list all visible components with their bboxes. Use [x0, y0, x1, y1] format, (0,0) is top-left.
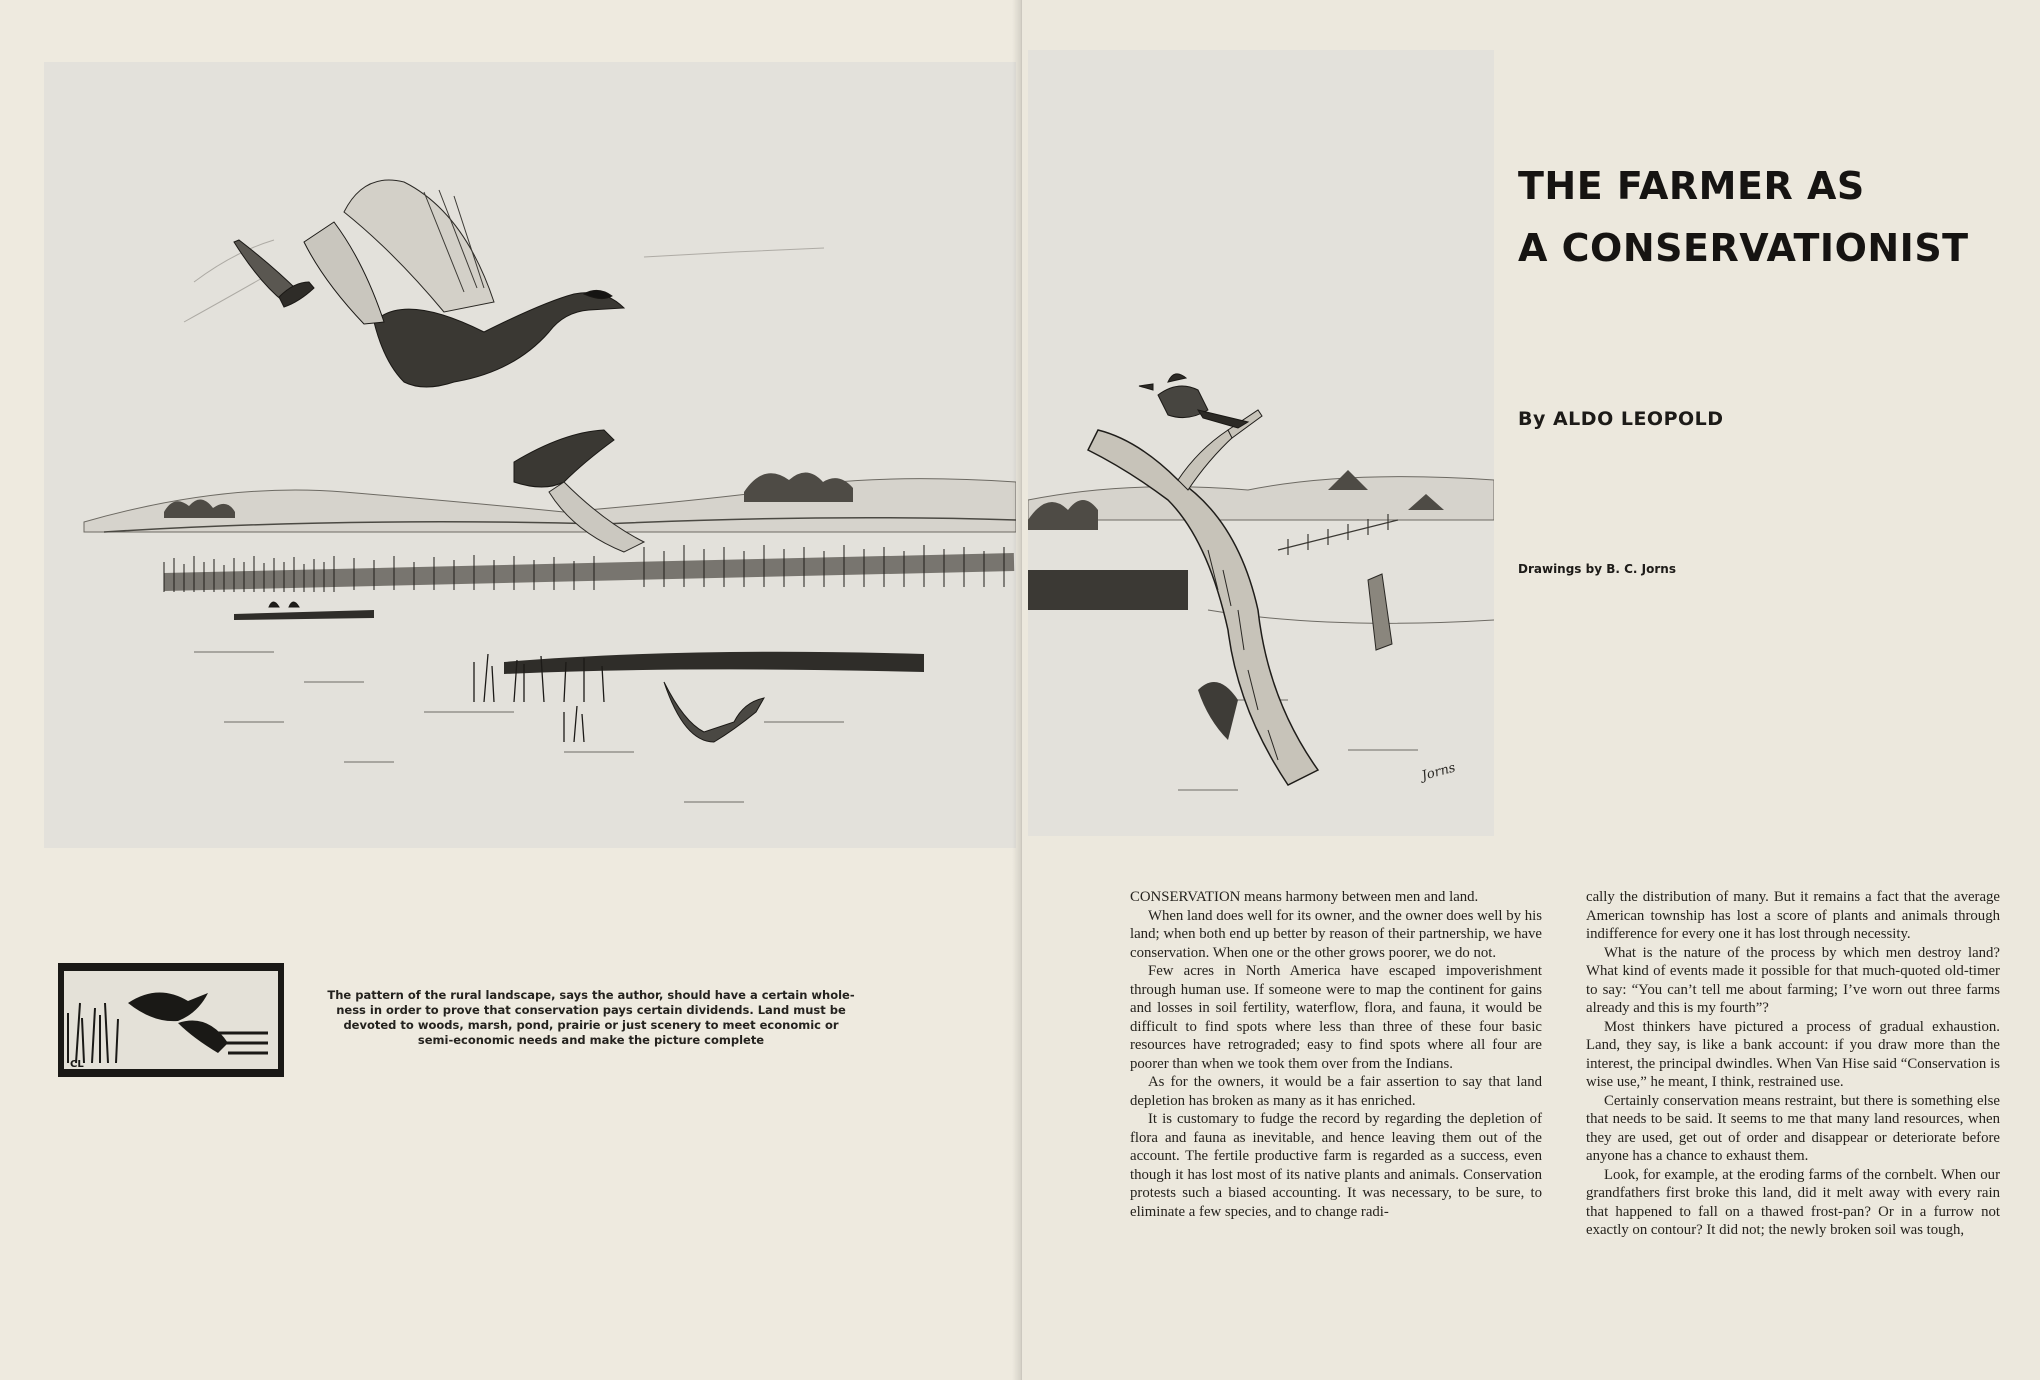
- body-column-2: [1586, 888, 2000, 1240]
- paragraph: Certainly conservation means restraint, but there is something else that needs to be said. It seems to me that many land resources, when they are used, get out of order and disappear or deteriorate before anyone has a chance to exhaust them.: [1586, 1092, 2000, 1164]
- article-title: [1518, 155, 2018, 279]
- title-line: A CONSERVATIONIST: [1518, 226, 1969, 270]
- duck-marsh-drawing: [44, 62, 1016, 848]
- illustration-caption: [326, 988, 856, 1048]
- caption-line: ness in order to prove that conservation pays certain dividends. Land must be: [336, 1003, 846, 1017]
- paragraph: As for the owners, it would be a fair assertion to say that land depletion has broken as many as it has enriched.: [1130, 1074, 1542, 1109]
- paragraph: cally the distribution of many. But it remains a fact that the average American township has lost a score of plants and animals through indifference for every one it has lost through necessity.: [1586, 889, 2000, 942]
- paragraph: What is the nature of the process by which men destroy land? What kind of events made it possible for that much-quoted old-timer to say: “You can’t tell me about farming; I’ve worn out three farms already and this is my fourth”?: [1586, 944, 2000, 1016]
- paragraph: Few acres in North America have escaped impoverishment through human use. If someone were to map the continent for gains and losses in soil fertility, waterflow, flora, and fauna, it would be difficult to find spots where less than three of these four basic resources have retrograded; easy to find spots where all four are poorer than when we took them over from the Indians.: [1130, 963, 1542, 1072]
- kingfisher-drawing: [1028, 50, 1494, 836]
- byline: By ALDO LEOPOLD: [1518, 408, 1724, 430]
- vignette-woodcut: [58, 963, 284, 1077]
- artist-signature: Jorns: [1420, 760, 1458, 784]
- woodcut-marsh-icon: [58, 963, 284, 1077]
- title-line: THE FARMER AS: [1518, 164, 1865, 208]
- paragraph: Most thinkers have pictured a process of gradual exhaustion. Land, they say, is like a bank account: if you draw more than the interest, the principal dwindles. When Van Hise said “Conservation is wise use,” he meant, I think, restrained use.: [1586, 1018, 2000, 1090]
- duck-marsh-illustration: [44, 62, 1016, 848]
- body-column-1: [1130, 888, 1542, 1221]
- paragraph: When land does well for its owner, and the owner does well by his land; when both end up better by reason of their partnership, we have conservation. When one or the other grows poorer, we do not.: [1130, 907, 1542, 961]
- vignette-initials: CL: [70, 1059, 84, 1070]
- caption-line: semi-economic needs and make the picture complete: [417, 1033, 765, 1047]
- paragraph: Look, for example, at the eroding farms of the cornbelt. When our grandfathers first broke this land, did it melt away with every rain that happened to fall on a thawed frost-pan? Or in a furrow not exactly on contour? It did not; the newly broken soil was tough,: [1586, 1166, 2000, 1238]
- caption-line: devoted to woods, marsh, pond, prairie or just scenery to meet economic or: [343, 1018, 839, 1032]
- left-page: [0, 0, 1018, 1380]
- kingfisher-illustration: [1028, 50, 1494, 836]
- caption-line: The pattern of the rural landscape, says the author, should have a certain whole-: [327, 988, 855, 1002]
- drawings-credit: Drawings by B. C. Jorns: [1518, 562, 1676, 576]
- paragraph: CONSERVATION means harmony between men and land.: [1130, 889, 1479, 905]
- paragraph: It is customary to fudge the record by regarding the depletion of flora and fauna as inevitable, and hence leaving them out of the account. The fertile productive farm is regarded as a success, even though it has lost most of its native plants and animals. Conservation protests such a biased accounting. It was necessary, to be sure, to eliminate a few species, and to change radi-: [1130, 1111, 1542, 1220]
